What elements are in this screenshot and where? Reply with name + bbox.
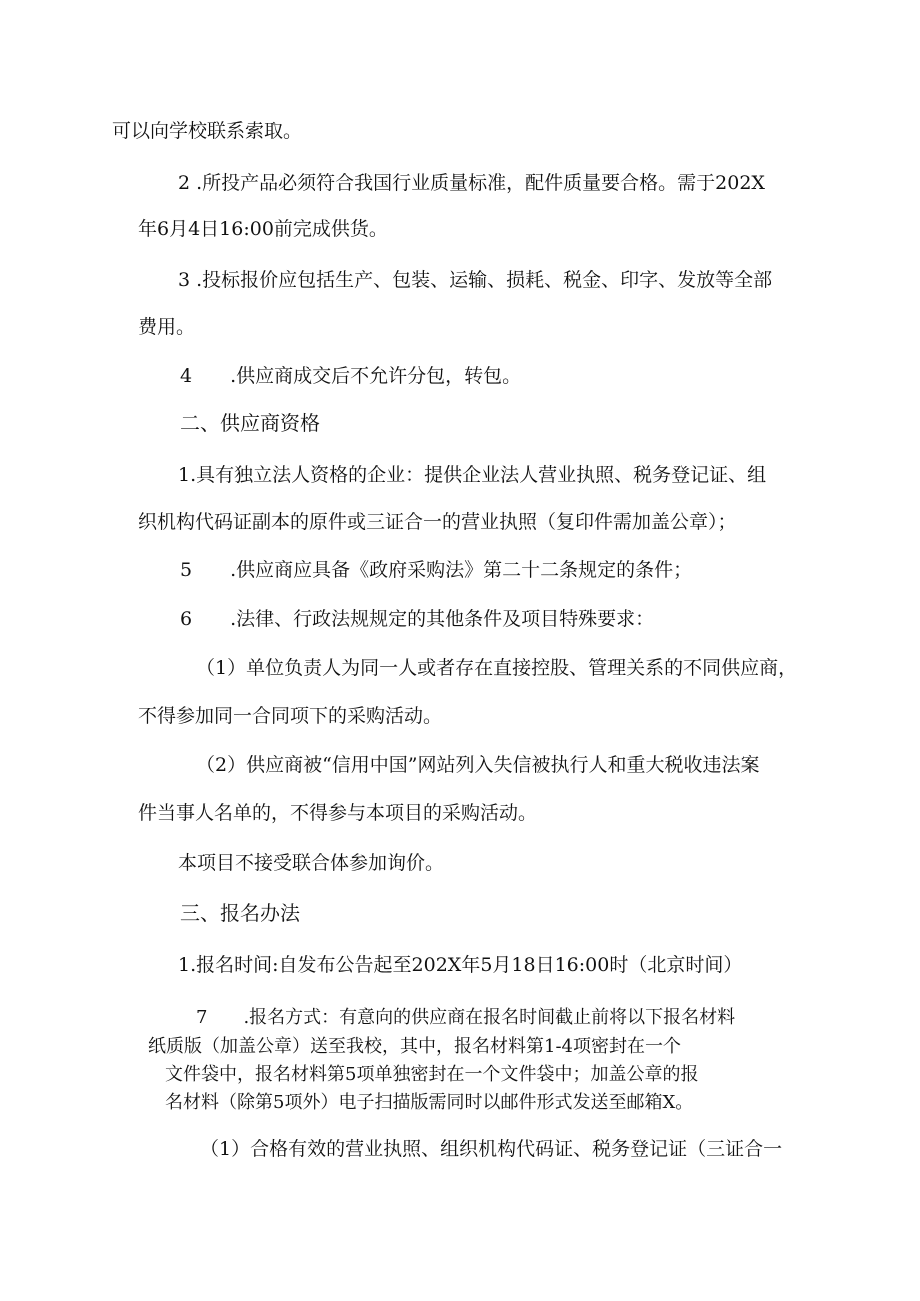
paragraph-line: 1.报名时间:自发布公告起至202X年5月18日16:00时（北京时间） bbox=[178, 954, 743, 976]
section-heading: 三、报名办法 bbox=[180, 901, 300, 925]
paragraph-line: 4 .供应商成交后不允许分包，转包。 bbox=[180, 365, 522, 387]
section-heading: 二、供应商资格 bbox=[180, 411, 320, 435]
paragraph-line: 可以向学校联系索取。 bbox=[112, 120, 303, 142]
paragraph-line: （1）合格有效的营业执照、组织机构代码证、税务登记证（三证合一 bbox=[200, 1138, 783, 1160]
paragraph-line: 年6月4日16:00前完成供货。 bbox=[138, 218, 388, 240]
paragraph-line: 名材料（除第5项外）电子扫描版需同时以邮件形式发送至邮箱X。 bbox=[165, 1092, 694, 1113]
paragraph-line: 3 .投标报价应包括生产、包装、运输、损耗、税金、印字、发放等全部 bbox=[178, 269, 773, 291]
paragraph-line: 5 .供应商应具备《政府采购法》第二十二条规定的条件； bbox=[180, 559, 693, 581]
paragraph-line: 费用。 bbox=[138, 316, 196, 338]
paragraph-line: 文件袋中，报名材料第5项单独密封在一个文件袋中；加盖公章的报 bbox=[165, 1064, 699, 1085]
paragraph-line: 件当事人名单的，不得参与本项目的采购活动。 bbox=[138, 802, 538, 824]
paragraph-line: （2）供应商被“信用中国”网站列入失信被执行人和重大税收违法案 bbox=[196, 754, 760, 776]
paragraph-line: 织机构代码证副本的原件或三证合一的营业执照（复印件需加盖公章）； bbox=[138, 511, 737, 533]
paragraph-line: 2 .所投产品必须符合我国行业质量标准，配件质量要合格。需于202X bbox=[178, 172, 765, 194]
paragraph-line: 1.具有独立法人资格的企业：提供企业法人营业执照、税务登记证、组 bbox=[178, 464, 767, 486]
paragraph-line: 不得参加同一合同项下的采购活动。 bbox=[138, 705, 443, 727]
paragraph-line: 7 .报名方式：有意向的供应商在报名时间截止前将以下报名材料 bbox=[196, 1007, 736, 1028]
paragraph-line: 纸质版（加盖公章）送至我校，其中，报名材料第1-4项密封在一个 bbox=[148, 1036, 681, 1057]
paragraph-line: 本项目不接受联合体参加询价。 bbox=[178, 852, 445, 874]
paragraph-line: （1）单位负责人为同一人或者存在直接控股、管理关系的不同供应商， bbox=[196, 657, 798, 679]
paragraph-line: 6 .法律、行政法规规定的其他条件及项目特殊要求： bbox=[180, 608, 655, 630]
